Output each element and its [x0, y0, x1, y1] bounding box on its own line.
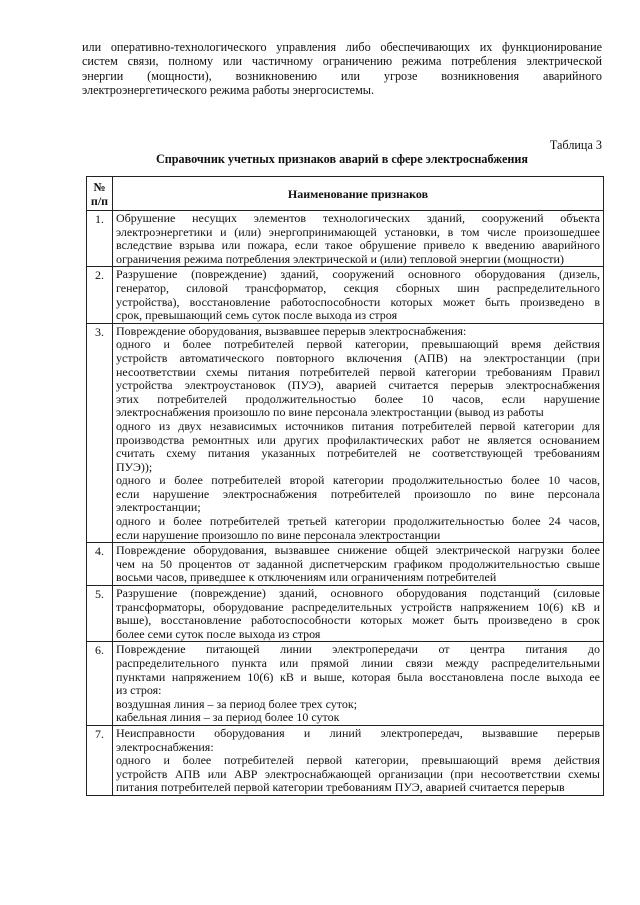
row-line: трансформаторы, оборудование распределительных устройств напряжением 10(6) кВ и — [116, 599, 600, 614]
intro-line: энергии (мощности), возникновению или угрозе возникновения аварийного — [82, 68, 602, 83]
row-line: более семи суток после выхода из строя — [116, 626, 321, 641]
table-row — [87, 211, 604, 267]
row-line: ограничения режима потребления электрической и (или) тепловой энергии (мощности) — [116, 251, 564, 266]
row-line: восьми часов, приведшее к отключениям или ограничениям потребителей — [116, 570, 497, 585]
row-line: вследствие взрыва или пожара, если такое обрушение привело к введению аварийного — [116, 238, 600, 253]
row-line: этих потребителей продолжительностью более 10 часов, если нарушение — [116, 391, 600, 406]
row-line: электростанции; — [116, 500, 201, 515]
row-line: если нарушение произошло по вине персонала электростанции — [116, 527, 441, 542]
table-row — [87, 267, 604, 323]
row-description — [113, 642, 604, 726]
header-num: № п/п — [87, 177, 113, 211]
row-line: выше), восстановление работоспособности которых может быть произведено в срок — [116, 613, 600, 628]
row-description — [113, 586, 604, 642]
row-line: производства ремонтных или других профилактических работ не является основанием — [116, 432, 600, 447]
row-number: 7. — [87, 725, 113, 795]
row-line: кабельная линия – за период более 10 суток — [116, 710, 340, 725]
row-description — [113, 725, 604, 795]
intro-paragraph — [82, 40, 602, 98]
table-row — [87, 725, 604, 795]
intro-line: электроэнергетического режима работы энергосистемы. — [82, 83, 375, 98]
row-line: из строя: — [116, 683, 162, 698]
row-line: воздушная линия – за период более трех суток; — [116, 696, 358, 711]
intro-line: систем связи, полному или частичному ограничению режима потребления электрической — [82, 54, 602, 69]
table-row — [87, 543, 604, 586]
row-line: генератор, силовой трансформатор, секция сборных шин распределительного — [116, 280, 600, 295]
intro-line: или оперативно-технологического управления либо обеспечивающих их функционирование — [82, 40, 602, 54]
row-description — [113, 543, 604, 586]
row-number: 2. — [87, 267, 113, 323]
row-line: устройств АПВ или АВР электроснабжающей организации (при несоответствии схемы — [116, 766, 600, 781]
row-line: Повреждение оборудования, вызвавшее перерыв электроснабжения: — [116, 323, 467, 338]
row-number: 6. — [87, 642, 113, 726]
row-line: считать схему питания указанных потребителей не соответствующей требованиям — [116, 446, 600, 461]
row-line: одного и более потребителей первой категории, превышающий время действия — [116, 753, 600, 768]
row-line: электроэнергетики и (или) энергопринимающей установки, в том числе произошедшее — [116, 224, 600, 239]
table-title: Справочник учетных признаков аварий в сфере электроснабжения — [155, 152, 529, 166]
row-description — [113, 267, 604, 323]
row-line: несоответствии схемы питания потребителей первой категории требованиям Правил — [116, 364, 600, 379]
row-description — [113, 211, 604, 267]
table-label: Таблица 3 — [549, 138, 602, 152]
row-line: Повреждение оборудования, вызвавшее снижение общей электрической нагрузки более — [116, 543, 600, 558]
row-line: электроснабжения произошло по вине персонала электростанции (вывод из работы — [116, 405, 544, 420]
row-line: Разрушение (повреждение) зданий, сооружений основного оборудования (дизель, — [116, 267, 600, 282]
table-body — [87, 211, 604, 796]
row-line: одного и более потребителей третьей категории продолжительностью более 24 часов, — [116, 514, 600, 529]
row-line: ПУЭ)); — [116, 459, 153, 474]
row-line: Повреждение питающей линии электропередачи от центра питания до — [116, 642, 600, 657]
accident-criteria-table — [86, 176, 604, 796]
row-description — [113, 323, 604, 543]
header-name: Наименование признаков — [113, 177, 604, 211]
row-line: Неисправности оборудования и линий электропередач, вызвавшие перерыв — [116, 725, 600, 740]
row-number: 4. — [87, 543, 113, 586]
row-line: устройства электроустановок (ПУЭ), аварией считается перерыв электроснабжения — [116, 378, 600, 393]
row-line: одного и более потребителей первой категории, превышающий время действия — [116, 337, 600, 352]
row-number: 5. — [87, 586, 113, 642]
row-number: 3. — [87, 323, 113, 543]
row-line: распределительного пункта или прямой линии связи между распределительными — [116, 656, 600, 670]
row-line: срок, превышающий семь суток после выхода из строя — [116, 308, 398, 323]
table-row — [87, 323, 604, 543]
table-row — [87, 642, 604, 726]
row-line: если нарушение электроснабжения потребителей произошло по вине персонала — [116, 486, 600, 501]
row-line: питания потребителей первой категории требованиям ПУЭ, аварией считается перерыв — [116, 780, 565, 795]
row-line: Обрушение несущих элементов технологических зданий, сооружений объекта — [116, 211, 600, 225]
row-line: электроснабжения: — [116, 739, 214, 754]
row-line: одного из двух независимых источников питания потребителей первой категории для — [116, 418, 600, 433]
row-line: пунктами напряжением 10(6) кВ и выше, которая была восстановлена после выхода ее — [116, 669, 600, 684]
intro-text — [82, 40, 602, 98]
row-line: устройства), восстановление работоспособности которых может быть произведено в — [116, 294, 600, 309]
row-number: 1. — [87, 211, 113, 267]
row-line: устройств автоматического повторного включения (АПВ) на электростанции (при — [116, 350, 600, 365]
table-row — [87, 586, 604, 642]
row-line: Разрушение (повреждение) зданий, основного оборудования подстанций (силовые — [116, 586, 600, 601]
table-header-row — [87, 177, 604, 211]
row-line: чем на 50 процентов от заданной диспетчерским графиком продолжительностью свыше — [116, 556, 600, 571]
row-line: одного и более потребителей второй категории продолжительностью более 10 часов, — [116, 473, 600, 488]
